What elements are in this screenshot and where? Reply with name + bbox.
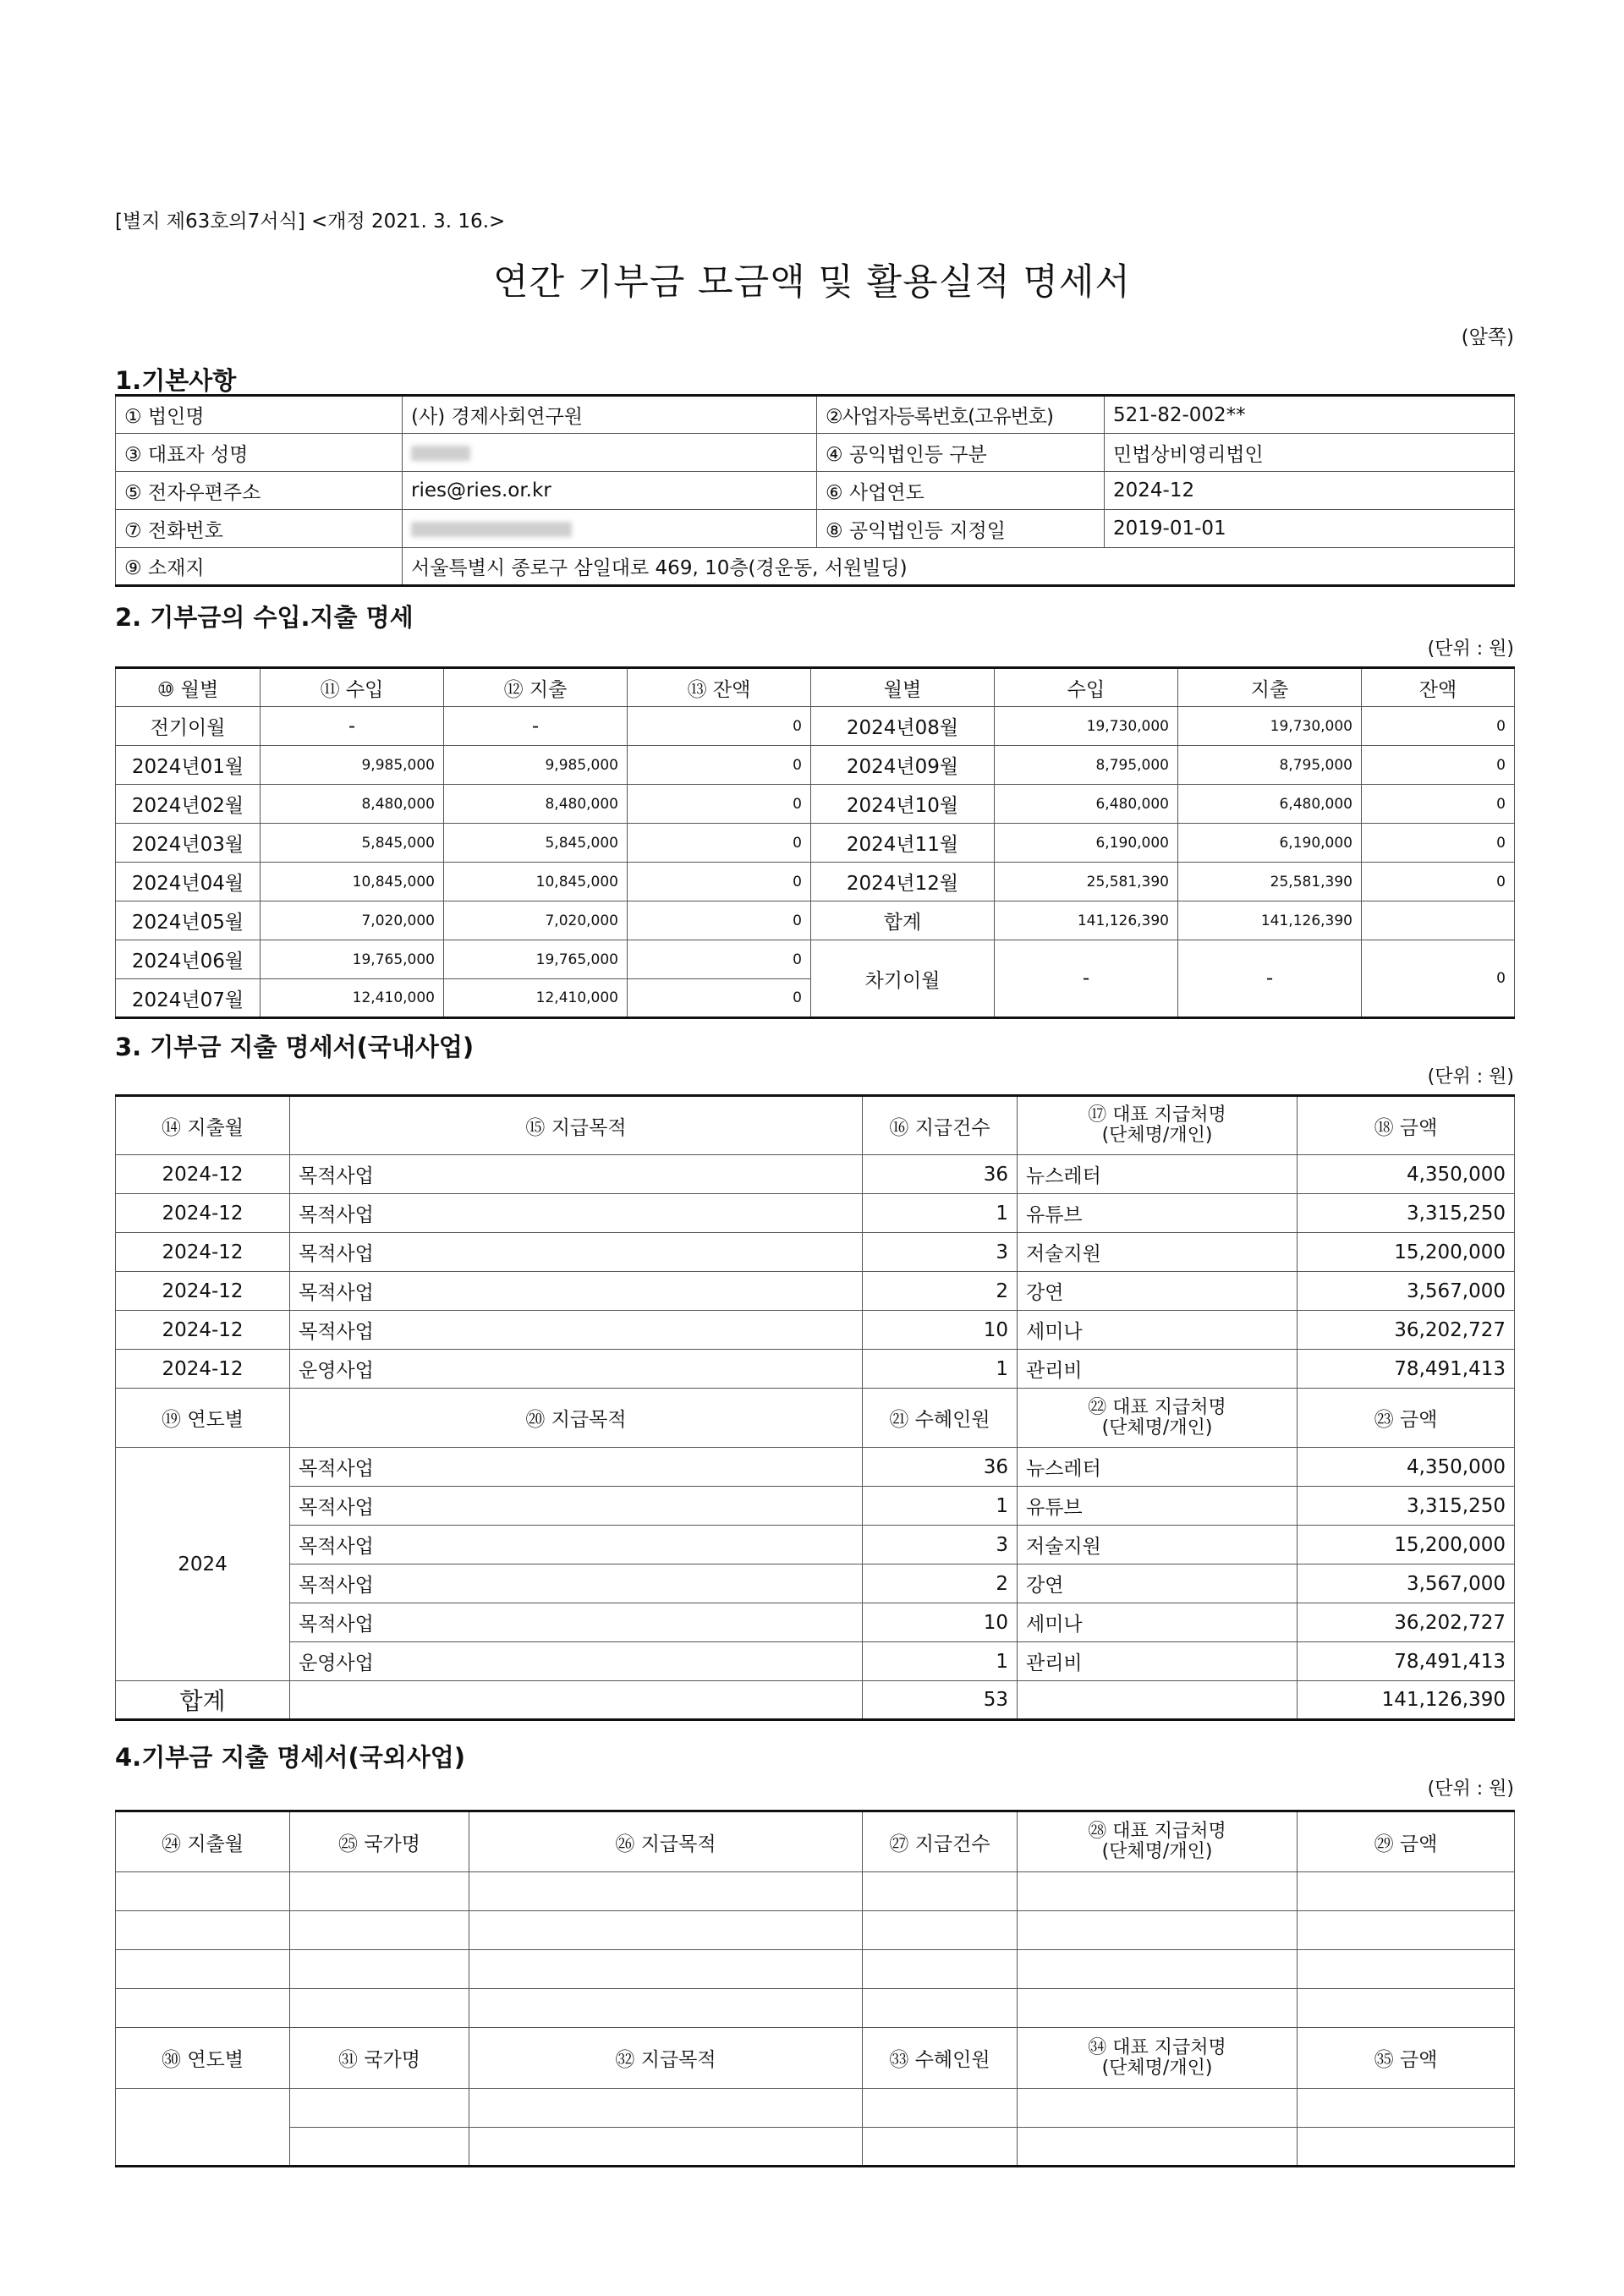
balance-cell: 0 <box>628 824 811 863</box>
expense-cell: 6,190,000 <box>1178 824 1362 863</box>
month-cell: 2024년01월 <box>116 746 261 785</box>
recipient-cell: 유튜브 <box>1018 1194 1298 1233</box>
table-row <box>116 1155 1515 1194</box>
month-cell: 2024년03월 <box>116 824 261 863</box>
expense-cell: 6,480,000 <box>1178 785 1362 824</box>
header-balance-2: 잔액 <box>1362 668 1515 707</box>
balance-cell: 0 <box>628 785 811 824</box>
empty-row <box>116 2089 1515 2128</box>
count-cell: 1 <box>863 1487 1018 1526</box>
value-corp-type: 민법상비영리법인 <box>1105 434 1515 472</box>
label-email: ⑤ 전자우편주소 <box>116 472 403 510</box>
table-row <box>116 1603 1515 1642</box>
header-purpose: ⑮ 지급목적 <box>290 1096 863 1155</box>
recipient-cell: 세미나 <box>1018 1603 1298 1642</box>
section2-title: 2. 기부금의 수입.지출 명세 <box>115 603 414 632</box>
total-recipient <box>1018 1681 1298 1720</box>
amount-cell: 36,202,727 <box>1298 1311 1515 1350</box>
total-count: 53 <box>863 1681 1018 1720</box>
month-cell: 2024년04월 <box>116 863 261 901</box>
purpose-cell: 목적사업 <box>290 1233 863 1272</box>
amount-cell: 3,315,250 <box>1298 1194 1515 1233</box>
header-year: ㉚ 연도별 <box>116 2028 290 2089</box>
income-cell: 19,730,000 <box>995 707 1178 746</box>
count-cell: 1 <box>863 1350 1018 1389</box>
section4-unit: (단위 : 원) <box>1427 1778 1514 1800</box>
overseas-expense-table <box>115 1810 1515 2167</box>
header-purpose-2: ⑳ 지급목적 <box>290 1389 863 1448</box>
recipient-cell: 저술지원 <box>1018 1526 1298 1564</box>
front-page-mark: (앞쪽) <box>1461 326 1514 348</box>
total-expense: 141,126,390 <box>1178 901 1362 940</box>
carry-forward-expense: - <box>1178 940 1362 1018</box>
carry-forward-income: - <box>995 940 1178 1018</box>
purpose-cell: 운영사업 <box>290 1642 863 1681</box>
value-business-number: 521-82-002** <box>1105 396 1515 434</box>
recipient-cell: 저술지원 <box>1018 1233 1298 1272</box>
amount-cell: 4,350,000 <box>1298 1448 1515 1487</box>
purpose-cell: 목적사업 <box>290 1194 863 1233</box>
purpose-cell: 목적사업 <box>290 1448 863 1487</box>
month-cell: 2024-12 <box>116 1194 290 1233</box>
recipient-cell: 강연 <box>1018 1272 1298 1311</box>
amount-cell: 15,200,000 <box>1298 1526 1515 1564</box>
table-row <box>116 1564 1515 1603</box>
recipient-cell: 관리비 <box>1018 1350 1298 1389</box>
income-expense-table <box>115 666 1515 1019</box>
empty-row <box>116 1872 1515 1911</box>
header-amount-2: ㉓ 금액 <box>1298 1389 1515 1448</box>
table-row <box>116 1194 1515 1233</box>
income-cell: 25,581,390 <box>995 863 1178 901</box>
domestic-expense-table <box>115 1094 1515 1721</box>
value-phone <box>403 510 817 548</box>
header-country-2: ㉛ 국가명 <box>290 2028 469 2089</box>
amount-cell: 36,202,727 <box>1298 1603 1515 1642</box>
balance-cell: 0 <box>628 901 811 940</box>
balance-cell: 0 <box>628 746 811 785</box>
table-row <box>116 1526 1515 1564</box>
value-email: ries@ries.or.kr <box>403 472 817 510</box>
count-cell: 36 <box>863 1155 1018 1194</box>
total-amount: 141,126,390 <box>1298 1681 1515 1720</box>
total-income: 141,126,390 <box>995 901 1178 940</box>
header-month-2: 월별 <box>811 668 995 707</box>
header-recipient-2-line1: ㉞ 대표 지급처명 <box>1088 2036 1226 2058</box>
amount-cell: 3,567,000 <box>1298 1272 1515 1311</box>
table-row <box>116 863 1515 901</box>
value-designation-date: 2019-01-01 <box>1105 510 1515 548</box>
month-cell: 2024년07월 <box>116 979 261 1018</box>
header-amount-2: ㉟ 금액 <box>1298 2028 1515 2089</box>
month-cell: 2024년09월 <box>811 746 995 785</box>
recipient-cell: 관리비 <box>1018 1642 1298 1681</box>
section1-title: 1.기본사항 <box>115 366 237 395</box>
expense-cell: 19,765,000 <box>444 940 628 979</box>
header-expense-month: ⑭ 지출월 <box>116 1096 290 1155</box>
month-cell: 2024년11월 <box>811 824 995 863</box>
recipient-cell: 강연 <box>1018 1564 1298 1603</box>
expense-cell: 19,730,000 <box>1178 707 1362 746</box>
count-cell: 1 <box>863 1194 1018 1233</box>
income-cell: 19,765,000 <box>261 940 444 979</box>
label-address: ⑨ 소재지 <box>116 548 403 586</box>
table-row <box>116 1311 1515 1350</box>
table-row <box>116 901 1515 940</box>
header-recipient-line1: ⑰ 대표 지급처명 <box>1088 1104 1226 1126</box>
label-corp-type: ④ 공익법인등 구분 <box>817 434 1105 472</box>
recipient-cell: 뉴스레터 <box>1018 1155 1298 1194</box>
total-label: 합계 <box>116 1681 290 1720</box>
header-month: ⑩ 월별 <box>116 668 261 707</box>
recipient-cell: 뉴스레터 <box>1018 1448 1298 1487</box>
month-cell: 2024년02월 <box>116 785 261 824</box>
balance-cell: 0 <box>1362 746 1515 785</box>
document-title: 연간 기부금 모금액 및 활용실적 명세서 <box>493 261 1131 304</box>
label-designation-date: ⑧ 공익법인등 지정일 <box>817 510 1105 548</box>
income-cell: 9,985,000 <box>261 746 444 785</box>
empty-row <box>116 1950 1515 1989</box>
purpose-cell: 목적사업 <box>290 1272 863 1311</box>
balance-cell: 0 <box>628 863 811 901</box>
header-purpose-2: ㉜ 지급목적 <box>469 2028 863 2089</box>
month-cell: 2024-12 <box>116 1311 290 1350</box>
month-cell: 2024년10월 <box>811 785 995 824</box>
expense-cell: 8,795,000 <box>1178 746 1362 785</box>
month-cell: 2024년05월 <box>116 901 261 940</box>
balance-cell: 0 <box>1362 707 1515 746</box>
month-cell: 2024-12 <box>116 1272 290 1311</box>
section3-unit: (단위 : 원) <box>1427 1066 1514 1088</box>
header-expense-month: ㉔ 지출월 <box>116 1811 290 1872</box>
empty-row <box>116 2128 1515 2167</box>
value-fiscal-year: 2024-12 <box>1105 472 1515 510</box>
label-corp-name: ① 법인명 <box>116 396 403 434</box>
income-cell: - <box>261 707 444 746</box>
table-row <box>116 1272 1515 1311</box>
amount-cell: 3,315,250 <box>1298 1487 1515 1526</box>
income-cell: 8,480,000 <box>261 785 444 824</box>
income-cell: 10,845,000 <box>261 863 444 901</box>
total-purpose <box>290 1681 863 1720</box>
table-row <box>116 1487 1515 1526</box>
basic-info-table <box>115 394 1515 587</box>
purpose-cell: 목적사업 <box>290 1311 863 1350</box>
header-purpose: ㉖ 지급목적 <box>469 1811 863 1872</box>
total-label: 합계 <box>811 901 995 940</box>
month-cell: 2024-12 <box>116 1350 290 1389</box>
label-fiscal-year: ⑥ 사업연도 <box>817 472 1105 510</box>
table-row <box>116 746 1515 785</box>
purpose-cell: 목적사업 <box>290 1526 863 1564</box>
balance-cell: 0 <box>628 979 811 1018</box>
header-recipient-2-line1: ㉒ 대표 지급처명 <box>1088 1396 1226 1418</box>
header-expense: ⑫ 지출 <box>444 668 628 707</box>
month-cell: 2024-12 <box>116 1233 290 1272</box>
expense-cell: 25,581,390 <box>1178 863 1362 901</box>
purpose-cell: 목적사업 <box>290 1155 863 1194</box>
header-count: ⑯ 지급건수 <box>863 1096 1018 1155</box>
form-number: [별지 제63호의7서식] <개정 2021. 3. 16.> <box>115 211 506 233</box>
carry-forward-label: 차기이월 <box>811 940 995 1018</box>
expense-cell: 10,845,000 <box>444 863 628 901</box>
header-recipient-2-line2: (단체명/개인) <box>1101 1417 1213 1438</box>
carry-forward-balance: 0 <box>1362 940 1515 1018</box>
count-cell: 36 <box>863 1448 1018 1487</box>
header-income: ⑪ 수입 <box>261 668 444 707</box>
value-address: 서울특별시 종로구 삼일대로 469, 10층(경운동, 서원빌딩) <box>403 548 1515 586</box>
value-corp-name: (사) 경제사회연구원 <box>403 396 817 434</box>
expense-cell: - <box>444 707 628 746</box>
balance-cell: 0 <box>628 940 811 979</box>
redacted-phone <box>411 522 572 537</box>
expense-cell: 8,480,000 <box>444 785 628 824</box>
income-cell: 6,480,000 <box>995 785 1178 824</box>
header-recipient-2-line2: (단체명/개인) <box>1101 2057 1213 2079</box>
amount-cell: 78,491,413 <box>1298 1642 1515 1681</box>
table-row <box>116 1233 1515 1272</box>
count-cell: 3 <box>863 1233 1018 1272</box>
label-representative: ③ 대표자 성명 <box>116 434 403 472</box>
purpose-cell: 운영사업 <box>290 1350 863 1389</box>
month-cell: 2024-12 <box>116 1155 290 1194</box>
header-expense-2: 지출 <box>1178 668 1362 707</box>
header-amount: ㉙ 금액 <box>1298 1811 1515 1872</box>
header-amount: ⑱ 금액 <box>1298 1096 1515 1155</box>
header-recipient <box>1018 1096 1298 1155</box>
purpose-cell: 목적사업 <box>290 1603 863 1642</box>
header-beneficiaries: ㉑ 수혜인원 <box>863 1389 1018 1448</box>
header-recipient <box>1018 1811 1298 1872</box>
section4-title: 4.기부금 지출 명세서(국외사업) <box>115 1743 466 1772</box>
expense-cell: 7,020,000 <box>444 901 628 940</box>
value-representative <box>403 434 817 472</box>
balance-cell: 0 <box>1362 863 1515 901</box>
header-recipient-line2: (단체명/개인) <box>1101 1125 1213 1146</box>
expense-cell: 12,410,000 <box>444 979 628 1018</box>
income-cell: 7,020,000 <box>261 901 444 940</box>
table-row <box>116 940 1515 979</box>
header-beneficiaries: ㉝ 수혜인원 <box>863 2028 1018 2089</box>
total-row <box>116 1681 1515 1720</box>
table-row <box>116 1350 1515 1389</box>
empty-row <box>116 1989 1515 2028</box>
amount-cell: 78,491,413 <box>1298 1350 1515 1389</box>
section3-title: 3. 기부금 지출 명세서(국내사업) <box>115 1033 475 1061</box>
label-phone: ⑦ 전화번호 <box>116 510 403 548</box>
header-recipient-line1: ㉘ 대표 지급처명 <box>1088 1821 1226 1842</box>
header-balance: ⑬ 잔액 <box>628 668 811 707</box>
total-balance <box>1362 901 1515 940</box>
count-cell: 2 <box>863 1564 1018 1603</box>
amount-cell: 4,350,000 <box>1298 1155 1515 1194</box>
count-cell: 10 <box>863 1603 1018 1642</box>
amount-cell: 15,200,000 <box>1298 1233 1515 1272</box>
redacted-name <box>411 446 470 461</box>
header-income-2: 수입 <box>995 668 1178 707</box>
balance-cell: 0 <box>628 707 811 746</box>
recipient-cell: 세미나 <box>1018 1311 1298 1350</box>
month-cell: 2024년08월 <box>811 707 995 746</box>
table-row <box>116 824 1515 863</box>
table-row <box>116 1642 1515 1681</box>
empty-row <box>116 1911 1515 1950</box>
income-cell: 12,410,000 <box>261 979 444 1018</box>
header-recipient-2 <box>1018 1389 1298 1448</box>
table-row <box>116 1448 1515 1487</box>
purpose-cell: 목적사업 <box>290 1487 863 1526</box>
count-cell: 10 <box>863 1311 1018 1350</box>
header-recipient-2 <box>1018 2028 1298 2089</box>
expense-cell: 5,845,000 <box>444 824 628 863</box>
month-cell: 2024년12월 <box>811 863 995 901</box>
income-cell: 8,795,000 <box>995 746 1178 785</box>
month-cell: 2024년06월 <box>116 940 261 979</box>
balance-cell: 0 <box>1362 785 1515 824</box>
expense-cell: 9,985,000 <box>444 746 628 785</box>
year-cell: 2024 <box>116 1448 290 1681</box>
count-cell: 1 <box>863 1642 1018 1681</box>
recipient-cell: 유튜브 <box>1018 1487 1298 1526</box>
table-row <box>116 785 1515 824</box>
count-cell: 2 <box>863 1272 1018 1311</box>
balance-cell: 0 <box>1362 824 1515 863</box>
header-country: ㉕ 국가명 <box>290 1811 469 1872</box>
month-cell: 전기이월 <box>116 707 261 746</box>
section2-unit: (단위 : 원) <box>1427 638 1514 660</box>
label-business-number: ②사업자등록번호(고유번호) <box>817 396 1105 434</box>
header-year: ⑲ 연도별 <box>116 1389 290 1448</box>
income-cell: 5,845,000 <box>261 824 444 863</box>
purpose-cell: 목적사업 <box>290 1564 863 1603</box>
header-count: ㉗ 지급건수 <box>863 1811 1018 1872</box>
amount-cell: 3,567,000 <box>1298 1564 1515 1603</box>
count-cell: 3 <box>863 1526 1018 1564</box>
header-recipient-line2: (단체명/개인) <box>1101 1841 1213 1862</box>
income-cell: 6,190,000 <box>995 824 1178 863</box>
table-row <box>116 707 1515 746</box>
